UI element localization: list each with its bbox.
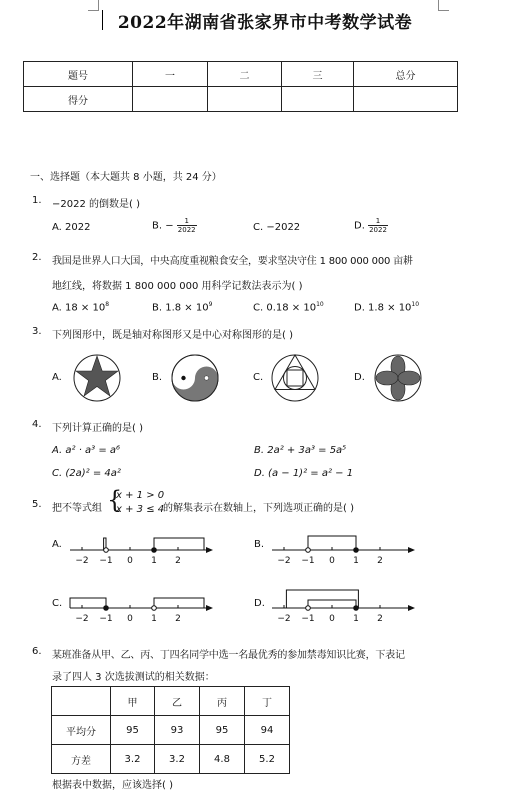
numerator: 1 [368, 217, 388, 226]
tick-label: −1 [301, 614, 315, 624]
table-cell: 一 [133, 62, 208, 87]
tick-label: 0 [329, 614, 335, 624]
question-footer: 根据表中数据，应该选择( ) [52, 780, 173, 791]
score-input-cell[interactable] [133, 87, 208, 112]
table-cell: 题号 [24, 62, 133, 87]
denominator: 2022 [369, 226, 387, 234]
option-b[interactable] [152, 217, 197, 234]
open-dot [104, 548, 109, 553]
table-cell: 乙 [155, 687, 200, 716]
table-cell: 95 [111, 716, 155, 745]
tick-label: −1 [301, 556, 315, 566]
exponent: 9 [208, 301, 213, 308]
tick-label: −2 [277, 614, 291, 624]
table-cell [52, 687, 111, 716]
number-line-c [66, 582, 216, 626]
brace-icon: { [107, 486, 123, 514]
option-a[interactable] [52, 301, 109, 313]
score-input-cell[interactable] [282, 87, 354, 112]
question-stem-line2: 地红线，将数据 1 800 000 000 用科学记数法表示为( ) [52, 281, 303, 292]
question-stem: −2022 的倒数是( ) [52, 199, 140, 210]
table-cell: 94 [245, 716, 290, 745]
filled-dot [354, 606, 359, 611]
option-d[interactable] [354, 217, 388, 234]
question-stem: 下列图形中，既是轴对称图形又是中心对称图形的是( ) [52, 330, 293, 341]
option-c-label[interactable]: C. [52, 598, 63, 609]
option-text: B. 1.8 × 10 [152, 302, 209, 314]
table-cell: 方差 [52, 745, 111, 774]
table-cell: 得分 [24, 87, 133, 112]
option-c[interactable]: C. (2a)² = 4a² [52, 468, 121, 479]
table-row [24, 62, 458, 87]
filled-dot [354, 548, 359, 553]
option-b-prefix: B. − [152, 220, 174, 232]
tick-label: 1 [151, 556, 157, 566]
table-cell: 平均分 [52, 716, 111, 745]
tick-label: 1 [353, 614, 359, 624]
yin-yang-figure [170, 353, 220, 403]
option-text: D. 1.8 × 10 [354, 302, 412, 314]
question-number: 1. [32, 195, 42, 206]
option-b-label[interactable]: B. [254, 539, 265, 550]
option-a[interactable]: A. 2022 [52, 222, 91, 233]
tick-label: 1 [151, 614, 157, 624]
solution-range [154, 538, 204, 550]
table-cell: 95 [200, 716, 245, 745]
tick-label: −2 [277, 556, 291, 566]
open-dot [306, 606, 311, 611]
tick-label: 0 [329, 556, 335, 566]
number-line-d [268, 576, 418, 626]
option-d-label[interactable]: D. [354, 372, 365, 383]
table-row [24, 87, 458, 112]
option-d-label[interactable]: D. [254, 598, 265, 609]
table-cell: 3.2 [111, 745, 155, 774]
option-b[interactable] [152, 301, 212, 313]
question-number: 2. [32, 252, 42, 263]
table-cell: 丁 [245, 687, 290, 716]
tick-label: 0 [127, 614, 133, 624]
tick-label: 2 [175, 614, 181, 624]
tick-label: −2 [75, 556, 89, 566]
table-row [52, 745, 290, 774]
question-number: 6. [32, 646, 42, 657]
exponent: 10 [411, 301, 420, 308]
table-cell: 三 [282, 62, 354, 87]
tick-label: 2 [175, 556, 181, 566]
table-row [52, 716, 290, 745]
option-a[interactable]: A. a² · a³ = a⁶ [52, 445, 121, 456]
data-table [51, 686, 290, 774]
score-input-cell[interactable] [208, 87, 282, 112]
tick-label: 2 [377, 614, 383, 624]
tick-label: 2 [377, 556, 383, 566]
table-row [52, 687, 290, 716]
arrow-icon [206, 605, 213, 611]
section-heading: 一、选择题（本大题共 8 小题，共 24 分） [30, 172, 222, 183]
question-number: 3. [32, 326, 42, 337]
inequality-1: x + 1 > 0 [116, 490, 165, 501]
page-title: 2022年湖南省张家界市中考数学试卷 [117, 13, 413, 33]
option-c[interactable] [253, 301, 324, 313]
arrow-icon [408, 547, 415, 553]
inequality-2: x + 3 ≤ 4 [116, 504, 165, 515]
question-stem-line2: 录了四人 3 次选拔测试的相关数据： [52, 672, 215, 683]
arrow-icon [408, 605, 415, 611]
score-table [23, 61, 458, 112]
question-stem: 下列计算正确的是( ) [52, 423, 143, 434]
table-cell: 二 [208, 62, 282, 87]
fraction [177, 217, 197, 234]
option-d-prefix: D. [354, 220, 365, 232]
number-line-a [66, 524, 216, 568]
arrow-icon [206, 547, 213, 553]
option-d[interactable]: D. (a − 1)² = a² − 1 [254, 468, 354, 479]
tick-label: −2 [75, 614, 89, 624]
solution-range [286, 590, 358, 608]
option-text: C. 0.18 × 10 [253, 302, 317, 314]
option-b[interactable]: B. 2a² + 3a³ = 5a⁵ [254, 445, 347, 456]
tick-label: −1 [99, 614, 113, 624]
table-cell: 93 [155, 716, 200, 745]
numerator: 1 [177, 217, 197, 226]
table-cell: 甲 [111, 687, 155, 716]
tick-label: 1 [353, 556, 359, 566]
fraction [368, 217, 388, 234]
filled-dot [152, 548, 157, 553]
option-d[interactable] [354, 301, 419, 313]
tick-label: −1 [99, 556, 113, 566]
question-stem-line1: 某班准备从甲、乙、丙、丁四名同学中选一名最优秀的参加禁毒知识比赛，下表记 [52, 650, 405, 661]
open-dot [152, 606, 157, 611]
denominator: 2022 [177, 226, 196, 234]
table-cell: 4.8 [200, 745, 245, 774]
number-line-b [268, 524, 418, 568]
question-stem-before: 把不等式组 [52, 503, 102, 514]
open-dot [306, 548, 311, 553]
question-stem-after: 的解集表示在数轴上，下列选项正确的是( ) [163, 503, 354, 514]
circle-triangle-square-figure [270, 353, 320, 403]
exponent: 8 [105, 301, 110, 308]
table-cell: 丙 [200, 687, 245, 716]
table-cell: 5.2 [245, 745, 290, 774]
exponent: 10 [316, 301, 324, 308]
circle-star-figure [72, 353, 122, 403]
score-input-cell[interactable] [354, 87, 458, 112]
table-cell: 3.2 [155, 745, 200, 774]
table-cell: 总分 [354, 62, 458, 87]
circle-petals-figure [373, 353, 423, 403]
option-text: A. 18 × 10 [52, 302, 106, 314]
option-c-label[interactable]: C. [253, 372, 264, 383]
filled-dot [104, 606, 109, 611]
question-number: 4. [32, 419, 42, 430]
tick-label: 0 [127, 556, 133, 566]
option-a-label[interactable]: A. [52, 372, 62, 383]
question-stem-line1: 我国是世界人口大国，中央高度重视粮食安全，要求坚决守住 1 800 000 000 亩耕 [52, 256, 413, 267]
solution-range [154, 598, 204, 608]
option-b-label[interactable]: B. [152, 372, 163, 383]
question-number: 5. [32, 499, 42, 510]
solution-range [70, 598, 106, 608]
option-a-label[interactable]: A. [52, 539, 62, 550]
option-c[interactable]: C. −2022 [253, 222, 301, 233]
